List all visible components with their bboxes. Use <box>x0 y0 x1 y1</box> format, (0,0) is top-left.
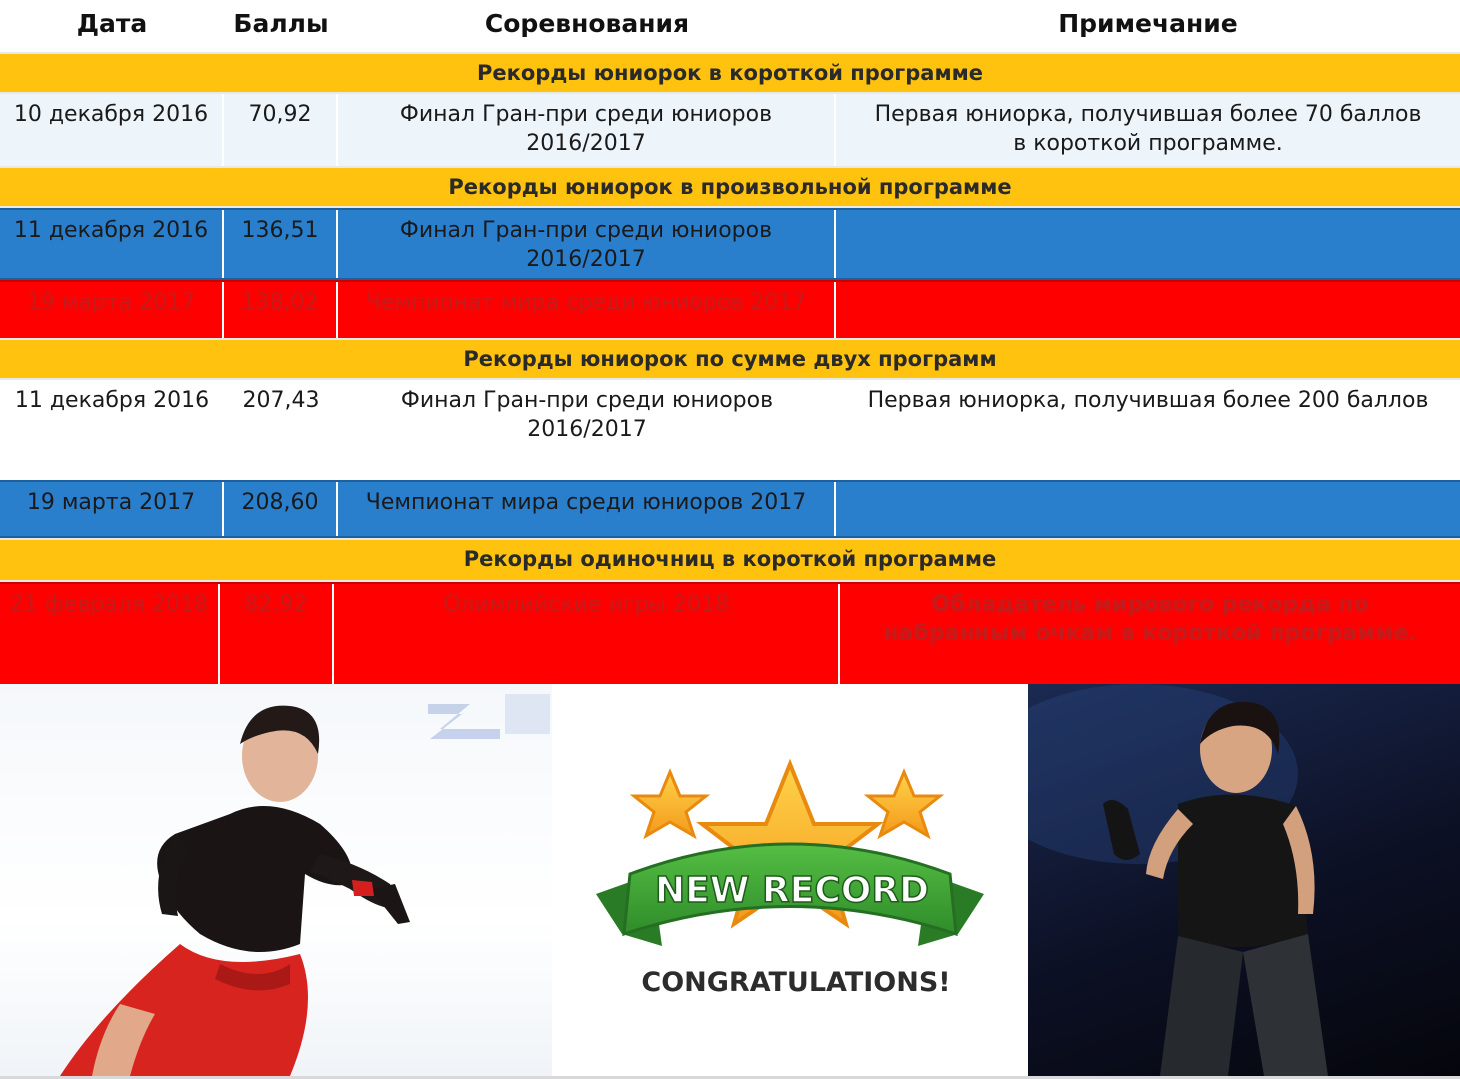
cell-score: 138,02 <box>224 282 338 338</box>
cell-date: 11 декабря 2016 <box>14 388 210 413</box>
cell-competition: Чемпионат мира среди юниоров 2017 <box>338 482 836 536</box>
cell-note: Обладатель мирового рекорда по набранным очкам в короткой программе. <box>883 592 1417 646</box>
table-row <box>0 480 1460 538</box>
header-score: Баллы <box>233 9 329 38</box>
section-title: Рекорды юниорок по сумме двух программ <box>463 347 997 371</box>
cell-score: 207,43 <box>242 388 320 413</box>
star-icon <box>868 772 940 836</box>
cell-note: Первая юниорка, получившая более 200 баллов <box>867 388 1429 413</box>
skater-photo-right <box>1028 684 1460 1076</box>
skater-illustration-left <box>0 684 552 1076</box>
header-competition: Соревнования <box>484 9 690 38</box>
cell-date: 19 марта 2017 <box>0 482 224 536</box>
cell-competition: Финал Гран-при среди юниоров 2016/2017 <box>338 210 836 278</box>
cell-competition: Чемпионат мира среди юниоров 2017 <box>338 282 836 338</box>
cell-date: 11 декабря 2016 <box>0 210 224 278</box>
section-title: Рекорды юниорок в произвольной программе <box>448 175 1012 199</box>
cell-note: Первая юниорка, получившая более 70 баллов в короткой программе. <box>874 102 1422 156</box>
cell-score: 208,60 <box>224 482 338 536</box>
section-title: Рекорды одиночниц в короткой программе <box>463 547 997 571</box>
table-header <box>0 0 1460 52</box>
cell-note <box>836 210 1460 278</box>
header-note: Примечание <box>1058 9 1238 38</box>
section-header <box>0 538 1460 582</box>
header-date: Дата <box>76 9 148 38</box>
table-row <box>0 208 1460 280</box>
skater-illustration-right <box>1028 684 1460 1076</box>
cell-note <box>836 282 1460 338</box>
section-header <box>0 338 1460 380</box>
section-header <box>0 166 1460 208</box>
cell-score: 82,92 <box>220 584 334 684</box>
ribbon-text: NEW RECORD <box>655 870 929 911</box>
cell-competition: Финал Гран-при среди юниоров 2016/2017 <box>400 388 774 442</box>
cell-date: 10 декабря 2016 <box>0 94 224 166</box>
table-row <box>0 582 1460 684</box>
table-row <box>0 380 1460 480</box>
section-title: Рекорды юниорок в короткой программе <box>476 61 984 85</box>
cell-score: 70,92 <box>224 94 338 166</box>
photo-strip <box>0 684 1460 1076</box>
new-record-graphic <box>552 684 1028 1076</box>
cell-score: 136,51 <box>224 210 338 278</box>
section-header <box>0 52 1460 94</box>
cell-competition: Финал Гран-при среди юниоров 2016/2017 <box>338 94 836 166</box>
cell-date: 21 февраля 2018 <box>0 584 220 684</box>
table-row <box>0 280 1460 338</box>
star-icon <box>634 772 706 836</box>
congratulations-text: CONGRATULATIONS! <box>641 967 951 998</box>
cell-competition: Олимпийские игры 2018 <box>334 584 840 684</box>
table-row <box>0 94 1460 166</box>
cell-date: 19 марта 2017 <box>0 282 224 338</box>
skater-photo-left <box>0 684 552 1076</box>
cell-note <box>836 482 1460 536</box>
new-record-banner <box>552 684 1028 1076</box>
